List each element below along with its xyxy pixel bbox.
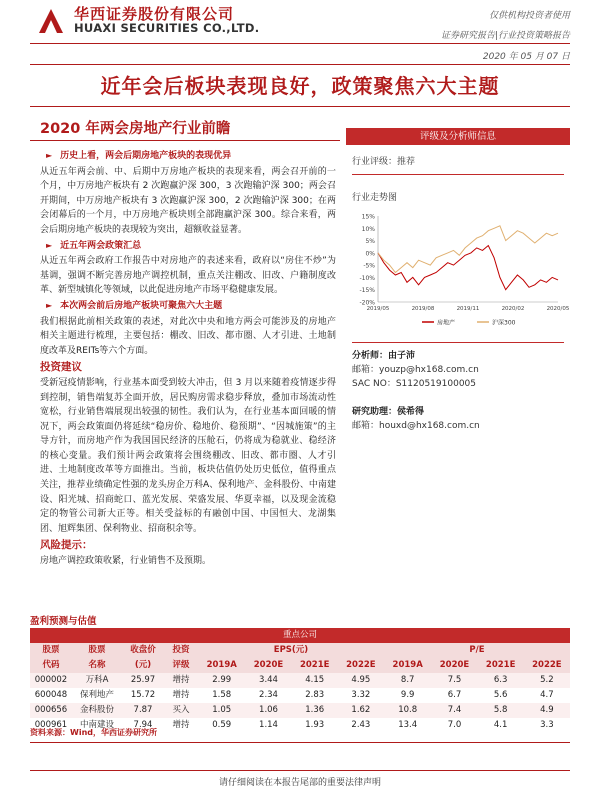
bullet-heading: ► 历史上看，两会后期房地产板块的表现优异 bbox=[46, 151, 232, 161]
huaxi-logo-icon bbox=[36, 6, 66, 36]
legend-label: 沪深300 bbox=[492, 319, 516, 327]
y-tick-label: -10% bbox=[359, 274, 375, 282]
triangle-bullet-icon: ► bbox=[46, 151, 53, 160]
x-tick-label: 2019/08 bbox=[411, 306, 435, 312]
table-bottom-rule bbox=[30, 742, 570, 743]
x-tick-label: 2020/05 bbox=[546, 306, 570, 312]
report-subtitle: 2020 年两会房地产行业前瞻 bbox=[40, 121, 231, 137]
sidebar-header: 评级及分析师信息 bbox=[346, 128, 570, 145]
table-title: 盈利预测与估值 bbox=[30, 616, 97, 627]
table-source: 资料来源：Wind，华西证券研究所 bbox=[30, 728, 157, 737]
chart-title: 行业走势图 bbox=[352, 193, 398, 203]
valuation-table bbox=[30, 628, 570, 733]
y-tick-label: -20% bbox=[359, 299, 375, 307]
report-type-breadcrumb: 证券研究报告|行业投资策略报告 bbox=[440, 31, 570, 41]
bullet-heading: ► 本次两会前后房地产板块可聚焦六大主题 bbox=[46, 300, 223, 311]
audience-note: 仅供机构投资者使用 bbox=[488, 11, 570, 21]
company-name-en: HUAXI SECURITIES CO.,LTD. bbox=[74, 21, 260, 35]
report-date: 2020 年 05 月 07 日 bbox=[482, 52, 570, 62]
triangle-bullet-icon: ► bbox=[46, 300, 53, 310]
y-tick-label: -5% bbox=[363, 262, 375, 270]
y-tick-label: 0% bbox=[365, 250, 375, 258]
analyst-name: 分析师：由子沛 bbox=[352, 351, 416, 361]
legend-label: 房地产 bbox=[437, 319, 456, 327]
bullet-heading: ► 近五年两会政策汇总 bbox=[46, 240, 142, 251]
section-heading-risk: 风险提示： bbox=[40, 539, 93, 552]
assistant-email: 邮箱：houxd@hx168.com.cn bbox=[352, 421, 480, 431]
industry-trend-chart bbox=[352, 210, 570, 328]
legal-notice: 请仔细阅读在本报告尾部的重要法律声明 bbox=[218, 778, 381, 788]
company-name-cn: 华西证券股份有限公司 bbox=[74, 5, 235, 23]
header-rule-2 bbox=[30, 64, 570, 65]
table-row: 000656 金科股份 7.87 买入 1.05 1.06 1.36 1.62 10.8 7.4 5.8 4.9 bbox=[30, 703, 570, 718]
industry-rating: 行业评级：推荐 bbox=[352, 157, 416, 167]
title-rule bbox=[30, 106, 570, 107]
table-group-header: 重点公司 bbox=[30, 628, 570, 643]
table-row: 000002 万科A 25.97 增持 2.99 3.44 4.15 4.95 8.7 7.5 6.3 5.2 bbox=[30, 673, 570, 688]
table-row: 600048 保利地产 15.72 增持 1.58 2.34 2.83 3.32 9.9 6.7 5.6 4.7 bbox=[30, 688, 570, 703]
subtitle-rule bbox=[30, 140, 340, 141]
assistant-name: 研究助理：侯希得 bbox=[352, 407, 425, 417]
paragraph: 房地产调控政策收紧，行业销售不及预期。 bbox=[40, 556, 212, 567]
x-tick-label: 2019/11 bbox=[456, 306, 480, 312]
table-header-row: 代码 名称 (元) 评级 2019A 2020E 2021E 2022E 2019A 2020E 2021E 2022E bbox=[30, 658, 570, 673]
x-tick-label: 2020/02 bbox=[501, 306, 525, 312]
paragraph: 从近五年两会政府工作报告中对房地产的表述来看，政府以“房住不炒”为基调，强调不断完善房地产调控机制，重点关注棚改、旧改、户籍制度改革、新型城镇化等领域，以此促进房地产市场平稳健康发展。 bbox=[40, 256, 336, 296]
triangle-bullet-icon: ► bbox=[46, 240, 53, 250]
analyst-sac: SAC NO：S1120519100005 bbox=[352, 379, 476, 389]
x-tick-label: 2019/05 bbox=[366, 306, 390, 312]
table-header-row: 股票 股票 收盘价 投资 EPS(元) P/E bbox=[30, 643, 570, 658]
y-tick-label: -15% bbox=[359, 287, 375, 295]
y-tick-label: 5% bbox=[365, 238, 375, 246]
table-row: 000961 中南建设 7.94 增持 0.59 1.14 1.93 2.43 13.4 7.0 4.1 3.3 bbox=[30, 718, 570, 733]
footer-rule bbox=[30, 770, 570, 771]
paragraph: 我们根据此前相关政策的表述，对此次中央和地方两会可能涉及的房地产相关主题进行梳理，主要包括：棚改、旧改、都市圈、人才引进、土地制度改革及REITs等六个方面。 bbox=[40, 316, 336, 356]
analyst-email: 邮箱：youzp@hx168.com.cn bbox=[352, 365, 479, 375]
sidebar-rule bbox=[352, 174, 564, 175]
paragraph: 受新冠疫情影响，行业基本面受到较大冲击，但 3 月以来随着疫情逐步得到控制，销售端复苏全面开放，居民购房需求稳步释放，叠加市场流动性宽松，行业销售端展现出较强的韧性。我们认为，在行业基本面回暖的情况下，两会政策面仍将延续“稳房价、稳地价、稳预期”、“因城施策”的主导方针，而房地产作为我国国民经济的压舱石，仍将成为稳就业、稳经济的核心变量。我们预计两会政策将会围绕棚改、旧改、都市圈、人才引进、土地制度改革等方面推出。当前，板块估值仍处历史低位，值得重点关注，推荐业绩确定性强的龙头房企万科A、保利地产、金科股份、中南建设、阳光城、招商蛇口、蓝光发展、荣盛发展、华夏幸福，以及现金流稳定的物管公司新大正等。相关受益标的有融创中国、中国恒大、龙湖集团、旭辉集团、保利物业、招商积余等。 bbox=[40, 377, 336, 534]
y-tick-label: 10% bbox=[361, 225, 375, 233]
sidebar-rule bbox=[352, 342, 564, 343]
header-rule bbox=[30, 43, 570, 44]
y-tick-label: 15% bbox=[361, 213, 375, 221]
summary-body bbox=[40, 148, 336, 569]
section-heading-investment: 投资建议 bbox=[40, 361, 82, 374]
series-line-csi300 bbox=[378, 226, 558, 273]
paragraph: 从近五年两会前、中、后期中万房地产板块的表现来看，两会召开前的一个月，中万房地产板块有 2 次跑赢沪深 300，3 次跑输沪深 300；两会召开期间，中万房地产板块有 3 次跑赢沪深 300，2 次跑输沪深 300；在两会闭幕后的一个月，中万房地产板块则全部跑赢沪深 300。综合来看，两会后期房地产板块的表现较为突出，超额收益显著。 bbox=[40, 166, 336, 235]
series-line-real-estate bbox=[378, 246, 558, 290]
report-title: 近年会后板块表现良好，政策聚焦六大主题 bbox=[100, 74, 500, 98]
